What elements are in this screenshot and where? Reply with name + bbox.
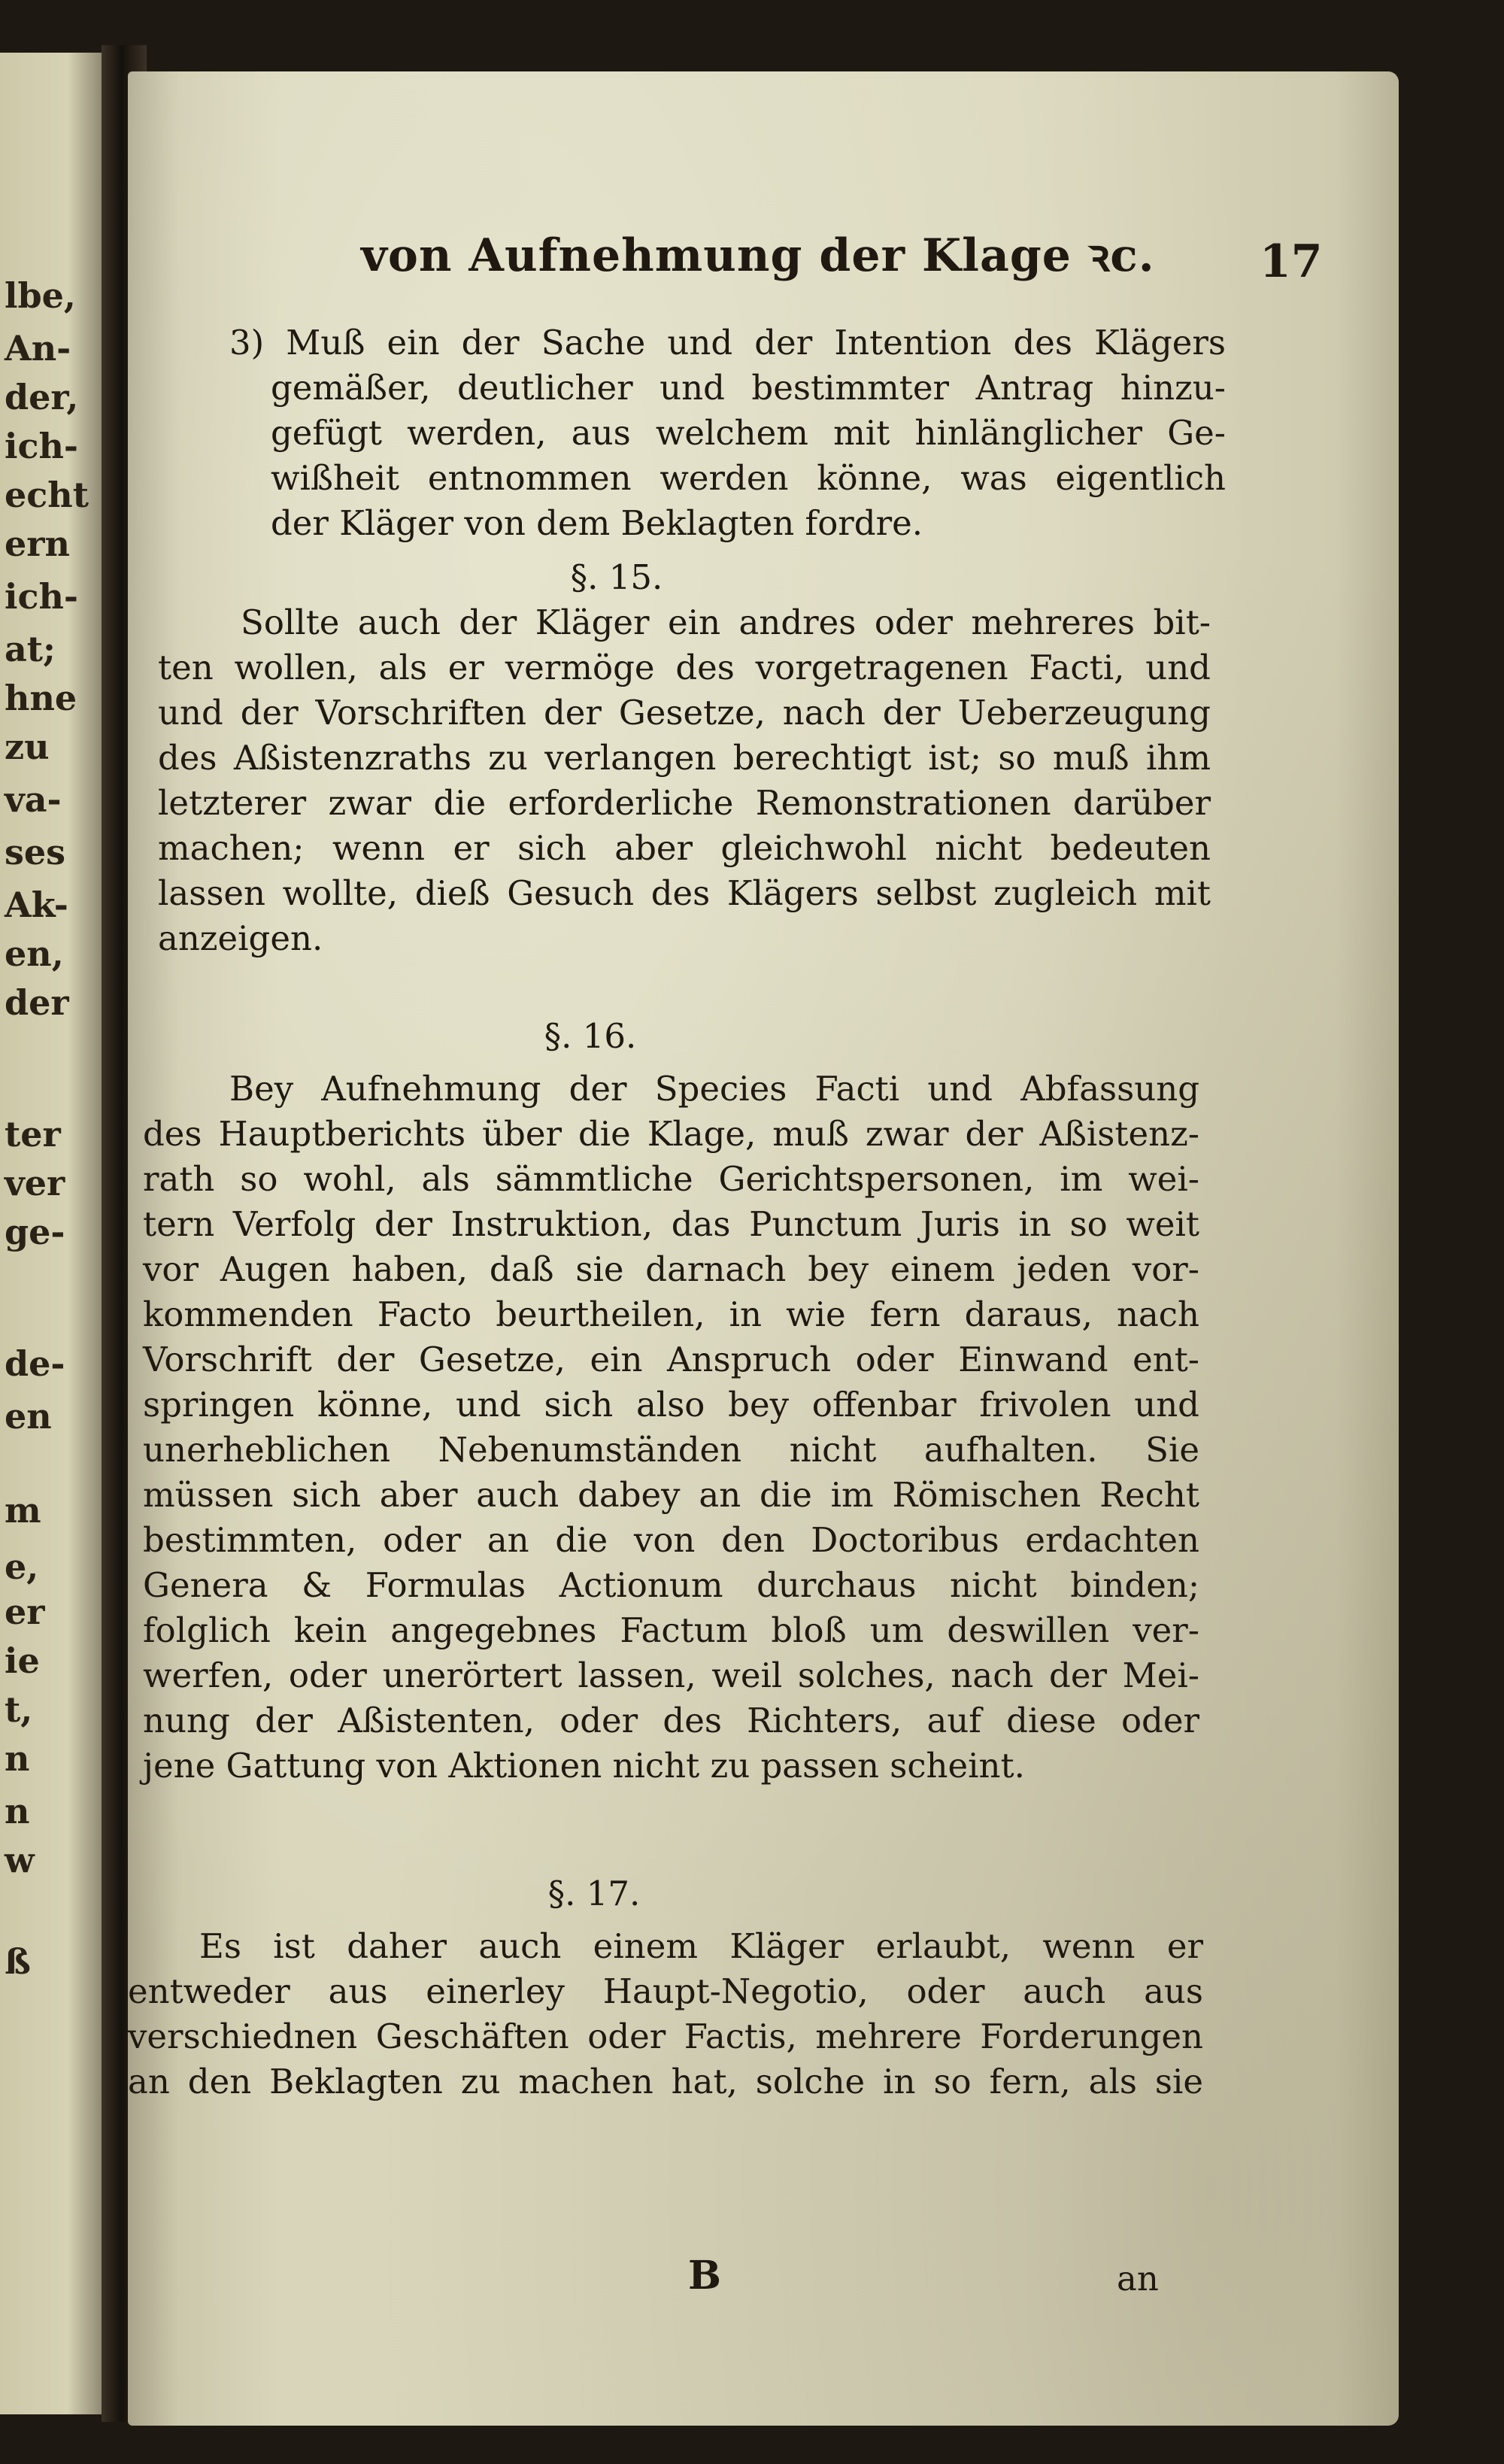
paragraph-line: tern Verfolg der Instruktion, das Punctum Juris in so weit [143, 1204, 1199, 1244]
left-page-fragment: zu [5, 727, 50, 767]
section-heading: §. 15. [570, 557, 663, 597]
paragraph-line: an den Beklagten zu machen hat, solche in so fern, als sie [128, 2062, 1203, 2101]
paragraph-line: verschiednen Geschäften oder Factis, mehrere Forderungen [128, 2016, 1203, 2056]
left-page-fragment: n [5, 1791, 30, 1831]
item-3-line: gefügt werden, aus welchem mit hinlänglicher Ge- [271, 413, 1226, 453]
running-head: von Aufnehmung der Klage ꝛc. [361, 229, 1155, 282]
paragraph-line: springen könne, und sich also bey offenbar frivolen und [143, 1385, 1199, 1425]
left-page-fragment: ter [5, 1114, 61, 1155]
signature-mark: B [688, 2253, 721, 2299]
paragraph-line: bestimmten, oder an die von den Doctoribus erdachten [143, 1520, 1199, 1560]
left-page-fragment: ß [5, 1941, 31, 1982]
left-page-fragment: m [5, 1490, 41, 1531]
paragraph-line: folglich kein angegebnes Factum bloß um deswillen ver- [143, 1610, 1199, 1650]
left-page-fragment: ie [5, 1640, 40, 1681]
left-page-fragment: ern [5, 523, 70, 564]
left-page-fragment: t, [5, 1689, 33, 1730]
paragraph-line: und der Vorschriften der Gesetze, nach der Ueberzeugung [158, 693, 1211, 733]
left-page-fragment: ge- [5, 1212, 65, 1252]
paragraph-line: ten wollen, als er vermöge des vorgetragenen Facti, und [158, 648, 1211, 687]
paragraph-line: vor Augen haben, daß sie darnach bey einem jeden vor- [143, 1249, 1199, 1289]
left-page-fragment: w [5, 1840, 35, 1880]
paragraph-line: Sollte auch der Kläger ein andres oder mehreres bit- [241, 602, 1211, 642]
paragraph-line: werfen, oder unerörtert lassen, weil solches, nach der Mei- [143, 1655, 1199, 1695]
left-page-fragment: echt [5, 475, 89, 515]
item-3-line: 3) Muß ein der Sache und der Intention des Klägers [229, 323, 1226, 363]
left-page-fragment: der [5, 982, 69, 1023]
paragraph-line: müssen sich aber auch dabey an die im Römischen Recht [143, 1475, 1199, 1515]
paragraph-line: lassen wollte, dieß Gesuch des Klägers selbst zugleich mit [158, 873, 1211, 913]
item-3-line: gemäßer, deutlicher und bestimmter Antrag hinzu- [271, 368, 1226, 408]
left-page-fragment: ich- [5, 576, 79, 617]
left-page-fragment: n [5, 1738, 30, 1779]
left-page-fragment: e, [5, 1546, 39, 1587]
paragraph-line: Genera & Formulas Actionum durchaus nicht binden; [143, 1565, 1199, 1605]
paragraph-line: entweder aus einerley Haupt-Negotio, oder auch aus [128, 1971, 1203, 2011]
paragraph-line: Es ist daher auch einem Kläger erlaubt, wenn er [199, 1926, 1203, 1966]
left-page-fragment: der, [5, 377, 79, 417]
page-number: 17 [1260, 235, 1323, 288]
section-heading: §. 17. [547, 1874, 641, 1913]
paragraph-line: anzeigen. [158, 918, 323, 958]
left-page-fragment: lbe, [5, 275, 76, 316]
left-page-fragment: ich- [5, 426, 79, 466]
left-page-edge [0, 53, 113, 2414]
left-page-fragment: de- [5, 1343, 65, 1384]
paragraph-line: machen; wenn er sich aber gleichwohl nicht bedeuten [158, 828, 1211, 868]
paragraph-line: Bey Aufnehmung der Species Facti und Abfassung [229, 1069, 1199, 1109]
left-page-fragment: en, [5, 933, 64, 974]
paragraph-line: jene Gattung von Aktionen nicht zu passen scheint. [143, 1746, 1025, 1786]
left-page-fragment: Ak- [5, 885, 68, 925]
left-page-fragment: er [5, 1592, 45, 1632]
item-3-line: wißheit entnommen werden könne, was eigentlich [271, 458, 1226, 498]
paragraph-line: unerheblichen Nebenumständen nicht aufhalten. Sie [143, 1430, 1199, 1470]
paragraph-line: Vorschrift der Gesetze, ein Anspruch oder Einwand ent- [143, 1340, 1199, 1379]
left-page-fragment: ver [5, 1163, 65, 1203]
left-page-fragment: at; [5, 629, 56, 669]
left-page-fragment: en [5, 1396, 52, 1437]
left-page-fragment: va- [5, 779, 62, 820]
left-page-fragment: ses [5, 832, 66, 872]
left-page-fragment: hne [5, 678, 77, 718]
paragraph-line: des Aßistenzraths zu verlangen berechtigt ist; so muß ihm [158, 738, 1211, 778]
section-heading: §. 16. [544, 1016, 637, 1056]
book-page [128, 71, 1399, 2426]
paragraph-line: rath so wohl, als sämmtliche Gerichtspersonen, im wei- [143, 1159, 1199, 1199]
item-3-line: der Kläger von dem Beklagten fordre. [271, 503, 923, 543]
left-page-fragment: An- [5, 328, 71, 369]
paragraph-line: letzterer zwar die erforderliche Remonstrationen darüber [158, 783, 1211, 823]
catchword: an [1117, 2259, 1159, 2299]
paragraph-line: nung der Aßistenten, oder des Richters, auf diese oder [143, 1701, 1199, 1740]
paragraph-line: kommenden Facto beurtheilen, in wie fern daraus, nach [143, 1294, 1199, 1334]
paragraph-line: des Hauptberichts über die Klage, muß zwar der Aßistenz- [143, 1114, 1199, 1154]
